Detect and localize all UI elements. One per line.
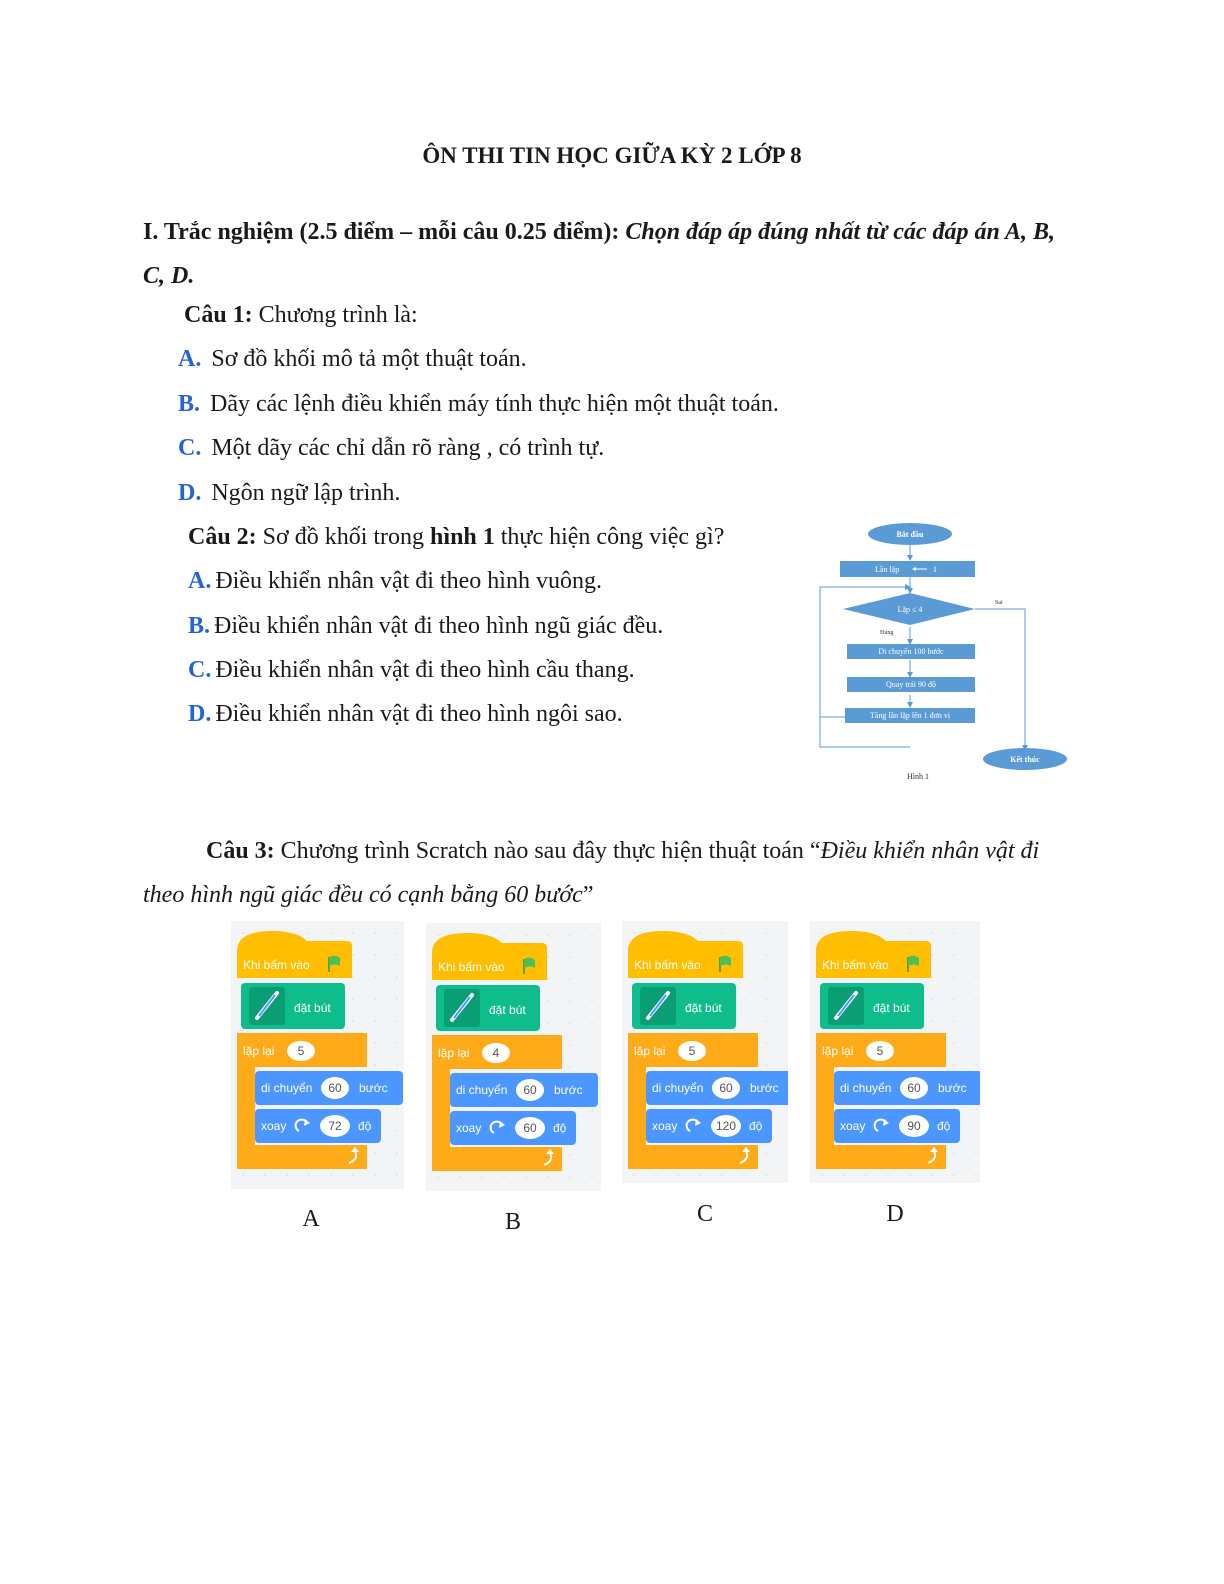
- repeat-count: 5: [297, 1044, 305, 1058]
- flowchart-step-move: [847, 644, 975, 659]
- scratch-panel-d: [810, 921, 980, 1183]
- pen-icon: [444, 989, 480, 1027]
- q1-option-b-text: Dãy các lệnh điều khiển máy tính thực hiện một thuật toán.: [210, 391, 779, 417]
- scratch-option-label-a: A: [302, 1206, 320, 1232]
- move-label: di chuyển: [456, 1083, 508, 1097]
- repeat-label: lặp lại: [634, 1044, 666, 1058]
- flowchart-step-increment-label: Tăng lần lặp lên 1 đơn vị: [869, 711, 951, 720]
- section-instruction: Chọn đáp áp đúng nhất từ các đáp án A, B, C, D.: [143, 219, 1055, 289]
- question-2-label: Câu 2:: [188, 524, 257, 550]
- turn-degrees-unit: độ: [358, 1119, 372, 1133]
- flowchart-init-label: Lần lặp: [875, 565, 900, 574]
- q2-option-d-text: Điều khiển nhân vật đi theo hình ngôi sao.: [215, 701, 623, 727]
- move-label: di chuyển: [261, 1081, 313, 1095]
- when-flag-label: Khi bấm vào: [634, 958, 701, 972]
- q2-option-c-text: Điều khiển nhân vật đi theo hình cầu thang.: [215, 657, 635, 683]
- question-3: [143, 829, 1078, 917]
- pen-down-label: đặt bút: [873, 1001, 910, 1015]
- q1-option-c-text: Một dãy các chỉ dẫn rõ ràng , có trình tự.: [211, 435, 605, 461]
- question-2-text-before: Sơ đồ khối trong: [262, 524, 425, 550]
- q1-option-b: [178, 391, 779, 418]
- q2-option-b-text: Điều khiển nhân vật đi theo hình ngũ giác đều.: [214, 613, 664, 639]
- pen-icon: [249, 987, 285, 1025]
- q1-option-a-text: Sơ đồ khối mô tả một thuật toán.: [211, 346, 527, 372]
- when-flag-block[interactable]: [628, 931, 743, 978]
- scratch-option-label-d: D: [886, 1201, 904, 1227]
- move-steps-value: 60: [523, 1083, 537, 1097]
- pen-down-label: đặt bút: [294, 1001, 331, 1015]
- move-label: di chuyển: [652, 1081, 704, 1095]
- flowchart-condition-label: Lặp ≤ 4: [897, 605, 923, 614]
- turn-degrees-value: 90: [907, 1119, 921, 1133]
- flowchart-step-turn: [847, 677, 975, 692]
- flowchart-end: [983, 748, 1067, 770]
- turn-degrees-value: 120: [715, 1119, 737, 1133]
- flowchart-caption: Hình 1: [907, 772, 929, 781]
- repeat-count: 5: [688, 1044, 696, 1058]
- q2-option-b: [188, 613, 663, 640]
- question-1-label: Câu 1:: [184, 302, 253, 328]
- q2-option-a-text: Điều khiển nhân vật đi theo hình vuông.: [215, 568, 602, 594]
- move-steps-value: 60: [328, 1081, 342, 1095]
- when-flag-block[interactable]: [816, 931, 931, 978]
- move-block[interactable]: [450, 1073, 598, 1107]
- pen-down-block[interactable]: [632, 983, 736, 1029]
- flowchart-init: [840, 561, 975, 577]
- repeat-count: 5: [876, 1044, 884, 1058]
- pen-down-block[interactable]: [820, 983, 924, 1029]
- question-2-figure-ref: hình 1: [430, 524, 495, 550]
- q1-option-b-letter: B.: [178, 391, 201, 417]
- move-block[interactable]: [834, 1071, 980, 1105]
- q1-option-a: [178, 346, 527, 373]
- question-3-italic: Điều khiển nhân vật đi theo hình ngũ giác đều có cạnh bằng 60 bước: [143, 838, 1040, 908]
- q1-option-d: [178, 480, 400, 507]
- flowchart-start-label: Bắt đầu: [896, 530, 924, 539]
- question-1-text: Chương trình là:: [258, 302, 418, 328]
- when-flag-label: Khi bấm vào: [438, 960, 505, 974]
- question-2: [188, 524, 724, 551]
- q2-option-c-letter: C.: [188, 657, 212, 683]
- turn-degrees-value: 72: [328, 1119, 342, 1133]
- turn-degrees-value: 60: [523, 1121, 537, 1135]
- repeat-count: 4: [492, 1046, 500, 1060]
- turn-block[interactable]: [255, 1109, 381, 1143]
- when-flag-block[interactable]: [432, 933, 547, 980]
- turn-label: xoay: [652, 1119, 678, 1133]
- scratch-script-b: [426, 923, 601, 1191]
- section-heading: [143, 210, 1078, 298]
- q1-option-a-letter: A.: [178, 346, 202, 372]
- turn-degrees-unit: độ: [553, 1121, 567, 1135]
- q2-option-b-letter: B.: [188, 613, 211, 639]
- flowchart-figure: [815, 515, 1075, 790]
- move-steps-value: 60: [907, 1081, 921, 1095]
- flowchart-step-turn-label: Quay trái 90 độ: [886, 680, 936, 689]
- turn-label: xoay: [261, 1119, 287, 1133]
- turn-block[interactable]: [450, 1111, 576, 1145]
- scratch-panel-a: [231, 921, 404, 1189]
- flowchart-condition: [843, 593, 975, 625]
- q2-option-a-letter: A.: [188, 568, 212, 594]
- scratch-script-d: [810, 921, 980, 1183]
- turn-block[interactable]: [834, 1109, 960, 1143]
- turn-label: xoay: [456, 1121, 482, 1135]
- move-steps-unit: bước: [750, 1081, 779, 1095]
- pen-down-label: đặt bút: [685, 1001, 722, 1015]
- move-block[interactable]: [646, 1071, 788, 1105]
- pen-down-label: đặt bút: [489, 1003, 526, 1017]
- page-title: ÔN THI TIN HỌC GIỮA KỲ 2 LỚP 8: [422, 143, 802, 168]
- move-steps-unit: bước: [359, 1081, 388, 1095]
- when-flag-label: Khi bấm vào: [822, 958, 889, 972]
- q1-option-d-letter: D.: [178, 480, 202, 506]
- question-3-text: Chương trình Scratch nào sau đây thực hiện thuật toán “: [280, 838, 821, 864]
- pen-icon: [640, 987, 676, 1025]
- flowchart-no-label: Sai: [995, 600, 1003, 606]
- q1-option-d-text: Ngôn ngữ lập trình.: [211, 480, 401, 506]
- flowchart-yes-label: Đúng: [880, 630, 894, 636]
- pen-icon: [828, 987, 864, 1025]
- q1-option-c: [178, 435, 604, 462]
- pen-down-block[interactable]: [436, 985, 540, 1031]
- q2-option-a: [188, 568, 602, 595]
- turn-block[interactable]: [646, 1109, 772, 1143]
- q2-option-c: [188, 657, 635, 684]
- q2-option-d: [188, 701, 623, 728]
- scratch-option-label-c: C: [696, 1201, 713, 1227]
- section-heading-label: I. Trắc nghiệm (2.5 điểm – mỗi câu 0.25 điểm):: [143, 219, 620, 245]
- question-3-label: Câu 3:: [206, 838, 275, 864]
- repeat-label: lặp lại: [822, 1044, 854, 1058]
- question-1: [184, 302, 418, 329]
- move-steps-unit: bước: [938, 1081, 967, 1095]
- move-steps-value: 60: [719, 1081, 733, 1095]
- flowchart-start: [868, 523, 952, 545]
- move-label: di chuyển: [840, 1081, 892, 1095]
- move-steps-unit: bước: [554, 1083, 583, 1097]
- question-2-text-after: thực hiện công việc gì?: [500, 524, 725, 550]
- scratch-script-a: [231, 921, 404, 1189]
- flowchart-step-increment: [845, 708, 975, 723]
- move-block[interactable]: [255, 1071, 403, 1105]
- turn-label: xoay: [840, 1119, 866, 1133]
- repeat-label: lặp lại: [243, 1044, 275, 1058]
- turn-degrees-unit: độ: [937, 1119, 951, 1133]
- repeat-label: lặp lại: [438, 1046, 470, 1060]
- scratch-option-label-b: B: [504, 1209, 521, 1235]
- flowchart-end-label: Kết thúc: [1010, 755, 1040, 764]
- q1-option-c-letter: C.: [178, 435, 202, 461]
- flowchart-step-move-label: Di chuyển 100 bước: [878, 647, 944, 656]
- when-flag-block[interactable]: [237, 931, 352, 978]
- flowchart-init-value: 1: [933, 565, 937, 574]
- scratch-panel-c: [622, 921, 788, 1183]
- turn-degrees-unit: độ: [749, 1119, 763, 1133]
- when-flag-label: Khi bấm vào: [243, 958, 310, 972]
- q2-option-d-letter: D.: [188, 701, 212, 727]
- pen-down-block[interactable]: [241, 983, 345, 1029]
- question-3-close: ”: [582, 882, 594, 908]
- scratch-script-c: [622, 921, 788, 1183]
- scratch-panel-b: [426, 923, 601, 1191]
